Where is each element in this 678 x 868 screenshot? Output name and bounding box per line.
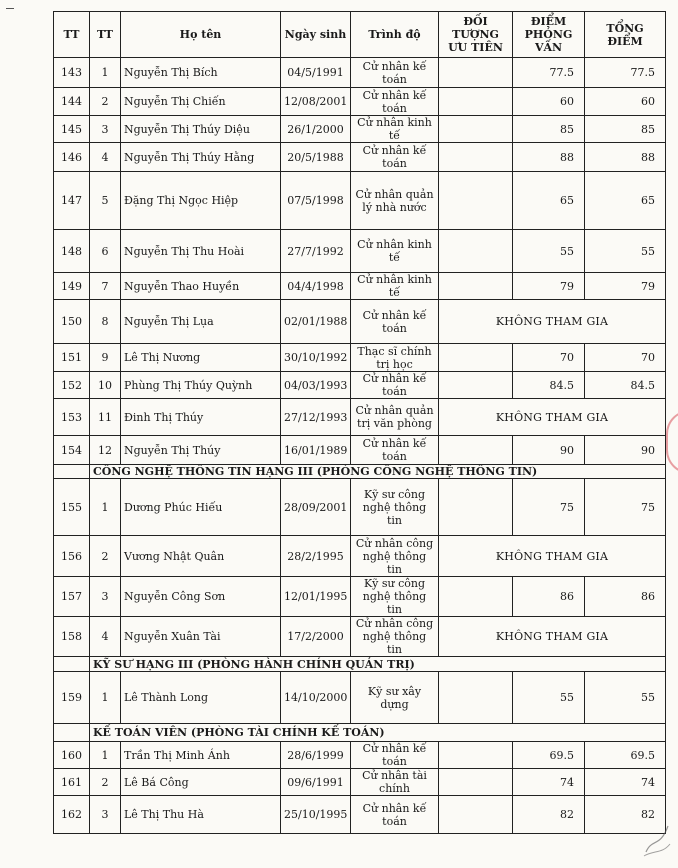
row-total-score: 85 [585,116,666,143]
table-row [54,399,666,436]
row-name: Nguyễn Thị Chiến [121,88,281,116]
table-row [54,143,666,172]
row-degree: Cử nhân kế toán [351,143,439,172]
section-blank [54,657,90,672]
row-dob: 09/6/1991 [281,769,351,796]
section-title: KẾ TOÁN VIÊN (PHÒNG TÀI CHÍNH KẾ TOÁN) [90,724,666,742]
row-tt: 1 [90,742,121,769]
row-degree: Cử nhân kế toán [351,58,439,88]
row-stt: 145 [54,116,90,143]
row-interview-score: 60 [513,88,585,116]
row-stt: 158 [54,617,90,657]
table-row [54,742,666,769]
row-name: Nguyễn Thị Thúy Hằng [121,143,281,172]
row-stt: 146 [54,143,90,172]
row-total-score: 82 [585,796,666,834]
row-name: Trần Thị Minh Ánh [121,742,281,769]
row-interview-score: 86 [513,577,585,617]
row-dob: 28/2/1995 [281,536,351,577]
row-total-score: 84.5 [585,372,666,399]
row-degree: Cử nhân tài chính [351,769,439,796]
row-interview-score: 82 [513,796,585,834]
section-blank [54,724,90,742]
row-priority [439,88,513,116]
row-priority [439,769,513,796]
row-stt: 151 [54,344,90,372]
row-dob: 28/09/2001 [281,479,351,536]
row-tt: 7 [90,273,121,300]
row-dob: 17/2/2000 [281,617,351,657]
row-name: Lê Thành Long [121,672,281,724]
row-dob: 07/5/1998 [281,172,351,230]
row-interview-score: 69.5 [513,742,585,769]
row-degree: Cử nhân kinh tế [351,273,439,300]
row-priority [439,273,513,300]
row-degree: Cử nhân kế toán [351,742,439,769]
section-blank [54,465,90,479]
row-name: Dương Phúc Hiếu [121,479,281,536]
header-tt: TT [90,12,121,58]
row-degree: Cử nhân kế toán [351,796,439,834]
header-stt: TT [54,12,90,58]
row-tt: 9 [90,344,121,372]
row-priority [439,436,513,465]
row-status-note: KHÔNG THAM GIA [439,617,666,657]
row-total-score: 70 [585,344,666,372]
row-stt: 159 [54,672,90,724]
row-tt: 1 [90,479,121,536]
row-dob: 04/5/1991 [281,58,351,88]
row-priority [439,143,513,172]
row-degree: Kỹ sư công nghệ thông tin [351,577,439,617]
signature-mark [642,818,672,858]
row-name: Phùng Thị Thúy Quỳnh [121,372,281,399]
row-dob: 28/6/1999 [281,742,351,769]
table-row [54,300,666,344]
row-stt: 160 [54,742,90,769]
row-degree: Cử nhân công nghệ thông tin [351,617,439,657]
row-tt: 3 [90,796,121,834]
row-priority [439,116,513,143]
row-total-score: 69.5 [585,742,666,769]
row-total-score: 88 [585,143,666,172]
row-tt: 12 [90,436,121,465]
row-name: Nguyễn Thị Thu Hoài [121,230,281,273]
row-stt: 147 [54,172,90,230]
row-dob: 12/08/2001 [281,88,351,116]
row-name: Nguyễn Công Sơn [121,577,281,617]
row-total-score: 55 [585,230,666,273]
row-tt: 6 [90,230,121,273]
row-interview-score: 79 [513,273,585,300]
row-name: Lê Bá Công [121,769,281,796]
table-row [54,344,666,372]
row-priority [439,672,513,724]
row-stt: 144 [54,88,90,116]
row-dob: 20/5/1988 [281,143,351,172]
table-row [54,58,666,88]
row-total-score: 75 [585,479,666,536]
row-tt: 3 [90,577,121,617]
row-dob: 27/7/1992 [281,230,351,273]
row-status-note: KHÔNG THAM GIA [439,399,666,436]
row-degree: Cử nhân kế toán [351,300,439,344]
row-interview-score: 55 [513,230,585,273]
section-title: KỸ SƯ HẠNG III (PHÒNG HÀNH CHÍNH QUẢN TRỊ) [90,657,666,672]
row-tt: 4 [90,143,121,172]
row-name: Nguyễn Thao Huyền [121,273,281,300]
row-interview-score: 70 [513,344,585,372]
row-priority [439,344,513,372]
row-tt: 4 [90,617,121,657]
row-degree: Cử nhân công nghệ thông tin [351,536,439,577]
row-name: Đinh Thị Thúy [121,399,281,436]
row-dob: 14/10/2000 [281,672,351,724]
row-priority [439,372,513,399]
table-row [54,479,666,536]
row-dob: 12/01/1995 [281,577,351,617]
row-dob: 04/4/1998 [281,273,351,300]
row-interview-score: 75 [513,479,585,536]
row-name: Nguyễn Thị Thúy Diệu [121,116,281,143]
candidate-score-table [53,11,666,834]
row-stt: 153 [54,399,90,436]
row-degree: Thạc sĩ chính trị học [351,344,439,372]
row-stt: 157 [54,577,90,617]
section-row [54,657,666,672]
row-dob: 25/10/1995 [281,796,351,834]
row-priority [439,577,513,617]
red-stamp-mark [666,410,678,474]
row-name: Đặng Thị Ngọc Hiệp [121,172,281,230]
table-row [54,372,666,399]
row-dob: 26/1/2000 [281,116,351,143]
row-stt: 148 [54,230,90,273]
row-priority [439,796,513,834]
header-total: TỔNG ĐIỂM [585,12,666,58]
row-tt: 5 [90,172,121,230]
row-degree: Cử nhân quản lý nhà nước [351,172,439,230]
row-stt: 156 [54,536,90,577]
row-dob: 02/01/1988 [281,300,351,344]
row-degree: Cử nhân kế toán [351,88,439,116]
table-row [54,116,666,143]
row-status-note: KHÔNG THAM GIA [439,300,666,344]
table-row [54,672,666,724]
row-degree: Cử nhân kế toán [351,372,439,399]
row-tt: 1 [90,58,121,88]
table-row [54,88,666,116]
row-total-score: 65 [585,172,666,230]
row-interview-score: 74 [513,769,585,796]
table-row [54,273,666,300]
header-name: Họ tên [121,12,281,58]
row-stt: 149 [54,273,90,300]
row-tt: 11 [90,399,121,436]
header-priority: ĐỐI TƯỢNG ƯU TIÊN [439,12,513,58]
header-dob: Ngày sinh [281,12,351,58]
row-total-score: 60 [585,88,666,116]
row-total-score: 77.5 [585,58,666,88]
table-row [54,769,666,796]
row-priority [439,742,513,769]
row-tt: 3 [90,116,121,143]
row-dob: 27/12/1993 [281,399,351,436]
table-row [54,172,666,230]
row-name: Vương Nhật Quân [121,536,281,577]
table-row [54,436,666,465]
header-degree: Trình độ [351,12,439,58]
row-stt: 155 [54,479,90,536]
row-tt: 8 [90,300,121,344]
corner-mark [6,2,14,9]
row-stt: 152 [54,372,90,399]
header-row [54,12,666,58]
row-interview-score: 77.5 [513,58,585,88]
row-total-score: 79 [585,273,666,300]
row-interview-score: 88 [513,143,585,172]
row-stt: 162 [54,796,90,834]
row-total-score: 74 [585,769,666,796]
row-interview-score: 90 [513,436,585,465]
table-row [54,230,666,273]
row-name: Nguyễn Xuân Tài [121,617,281,657]
row-stt: 150 [54,300,90,344]
row-degree: Kỹ sư xây dựng [351,672,439,724]
row-degree: Kỹ sư công nghệ thông tin [351,479,439,536]
row-dob: 04/03/1993 [281,372,351,399]
row-name: Lê Thị Thu Hà [121,796,281,834]
table-row [54,796,666,834]
table-row [54,536,666,577]
row-stt: 161 [54,769,90,796]
row-priority [439,230,513,273]
section-row [54,465,666,479]
row-priority [439,172,513,230]
table-row [54,577,666,617]
row-name: Lê Thị Nương [121,344,281,372]
section-row [54,724,666,742]
table-body [54,58,666,834]
row-total-score: 86 [585,577,666,617]
row-stt: 143 [54,58,90,88]
row-interview-score: 85 [513,116,585,143]
row-tt: 1 [90,672,121,724]
row-tt: 2 [90,536,121,577]
row-degree: Cử nhân quản trị văn phòng [351,399,439,436]
row-priority [439,58,513,88]
row-degree: Cử nhân kinh tế [351,116,439,143]
row-total-score: 90 [585,436,666,465]
header-interview: ĐIỂM PHỎNG VẤN [513,12,585,58]
row-dob: 30/10/1992 [281,344,351,372]
row-degree: Cử nhân kinh tế [351,230,439,273]
row-name: Nguyễn Thị Bích [121,58,281,88]
row-total-score: 55 [585,672,666,724]
row-status-note: KHÔNG THAM GIA [439,536,666,577]
row-tt: 2 [90,88,121,116]
row-interview-score: 84.5 [513,372,585,399]
section-title: CÔNG NGHỆ THÔNG TIN HẠNG III (PHÒNG CÔNG NGHỆ THÔNG TIN) [90,465,666,479]
row-tt: 10 [90,372,121,399]
row-priority [439,479,513,536]
row-interview-score: 55 [513,672,585,724]
row-name: Nguyễn Thị Lụa [121,300,281,344]
row-tt: 2 [90,769,121,796]
row-name: Nguyễn Thị Thúy [121,436,281,465]
row-degree: Cử nhân kế toán [351,436,439,465]
table-row [54,617,666,657]
row-interview-score: 65 [513,172,585,230]
row-dob: 16/01/1989 [281,436,351,465]
row-stt: 154 [54,436,90,465]
